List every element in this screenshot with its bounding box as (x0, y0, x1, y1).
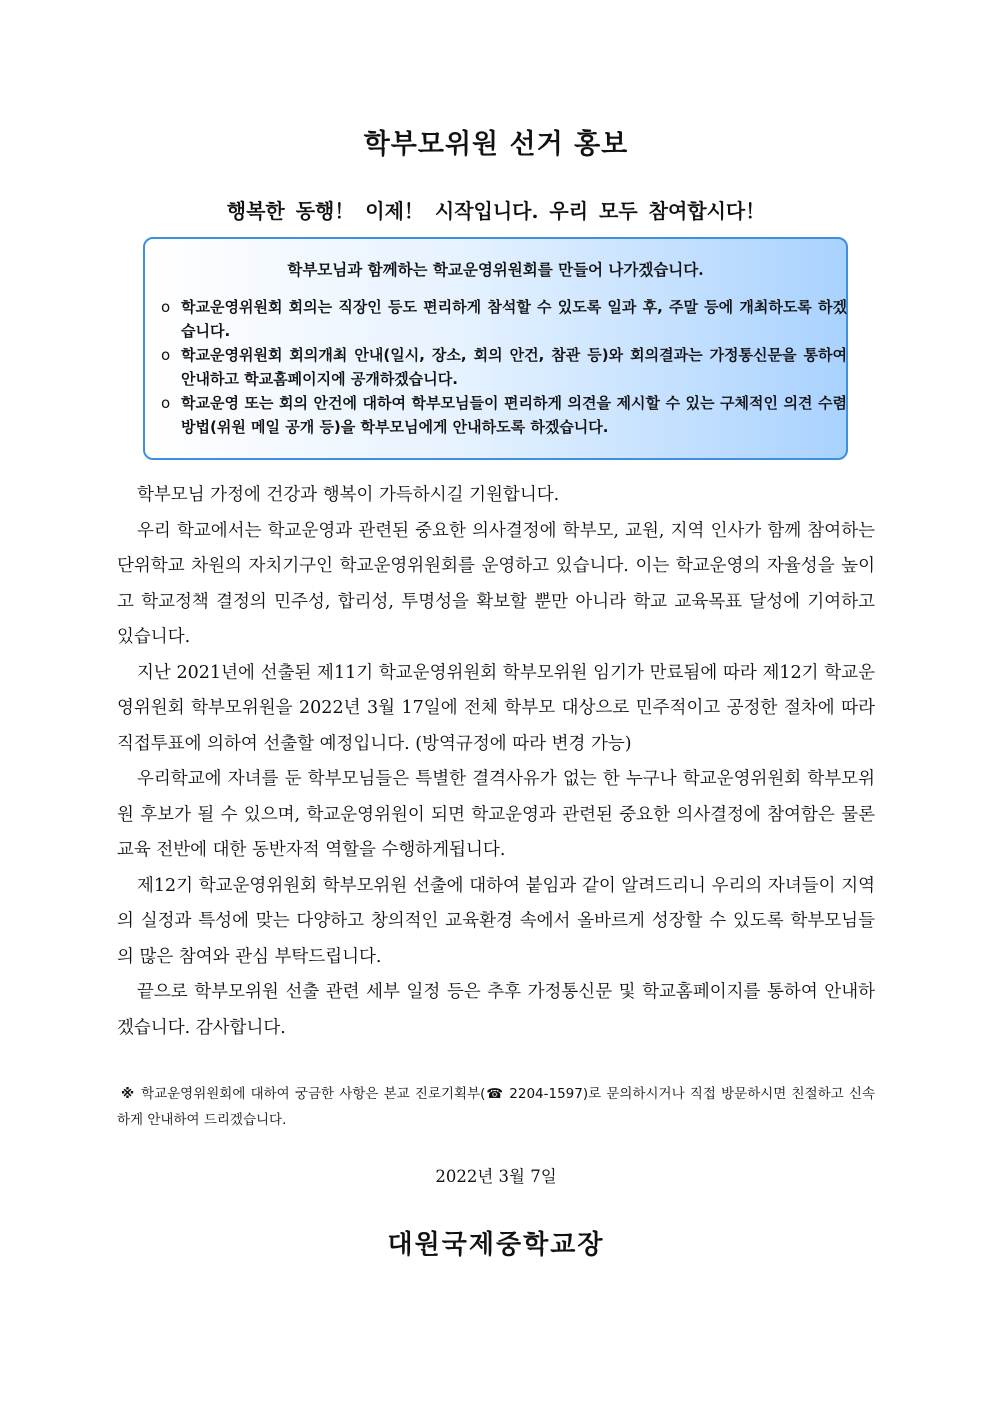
principal-signature: 대원국제중학교장 (387, 1230, 605, 1260)
body-paragraph: 학부모님 가정에 건강과 행복이 가득하시길 기원합니다. (137, 485, 560, 505)
body-paragraph: 제12기 학교운영위원회 학부모위원 선출에 대하여 붙임과 같이 알려드리니 우리의 자녀들이 지역의 실정과 특성에 맞는 다양하고 창의적인 교육환경 속에서 올바르게 성장할 수 있도록 학부모님들의 많은 참여와 관심 부탁드립니다. (117, 875, 875, 967)
pledge-list (161, 295, 847, 439)
pledge-item-text: 학교운영위원회 회의개최 안내(일시, 장소, 회의 안건, 참관 등)와 회의결과는 가정통신문을 통하여 안내하고 학교홈페이지에 공개하겠습니다. (181, 346, 847, 388)
body-paragraph: 지난 2021년에 선출된 제11기 학교운영위원회 학부모위원 임기가 만료됨에 따라 제12기 학교운영위원회 학부모위원을 2022년 3월 17일에 전체 학부모 대상으로 민주적이고 공정한 절차에 따라 직접투표에 의하여 선출할 예정입니다. (방역규정에 따라 변경 가능) (117, 662, 875, 754)
pledge-item (161, 295, 847, 343)
letter-body (117, 478, 875, 1046)
document-date: 2022년 3월 7일 (435, 1167, 557, 1186)
bullet-icon: o (161, 394, 171, 412)
pledge-heading: 학부모님과 함께하는 학교운영위원회를 만들어 나가겠습니다. (287, 260, 704, 279)
pledge-item-text: 학교운영위원회 회의는 직장인 등도 편리하게 참석할 수 있도록 일과 후, 주말 등에 개최하도록 하겠습니다. (181, 298, 847, 340)
pledge-item (161, 343, 847, 391)
bullet-icon: o (161, 346, 171, 364)
bullet-icon: o (161, 298, 171, 316)
slogan: 행복한 동행！ 이제！ 시작입니다. 우리 모두 참여합시다！ (226, 199, 766, 223)
contact-note (117, 1081, 875, 1133)
body-paragraph: 우리 학교에서는 학교운영과 관련된 중요한 의사결정에 학부모, 교원, 지역 인사가 함께 참여하는 단위학교 차원의 자치기구인 학교운영위원회를 운영하고 있습니다. 이는 학교운영의 자율성을 높이고 학교정책 결정의 민주성, 합리성, 투명성을 확보할 뿐만 아니라 학교 교육목표 달성에 기여하고 있습니다. (117, 520, 875, 647)
body-paragraph: 우리학교에 자녀를 둔 학부모님들은 특별한 결격사유가 없는 한 누구나 학교운영위원회 학부모위원 후보가 될 수 있으며, 학교운영위원이 되면 학교운영과 관련된 중요한 의사결정에 참여함은 물론 교육 전반에 대한 동반자적 역할을 수행하게됩니다. (117, 769, 875, 860)
pledge-item (161, 391, 847, 439)
body-paragraph: 끝으로 학부모위원 선출 관련 세부 일정 등은 추후 가정통신문 및 학교홈페이지를 통하여 안내하겠습니다. 감사합니다. (117, 982, 875, 1038)
contact-note-text: 학교운영위원회에 대하여 궁금한 사항은 본교 진로기획부(☎ 2204-1597)로 문의하시거나 직접 방문하시면 친절하고 신속하게 안내하여 드리겠습니다. (117, 1086, 876, 1128)
pledge-box (143, 237, 848, 460)
pledge-item-text: 학교운영 또는 회의 안건에 대하여 학부모님들이 편리하게 의견을 제시할 수 있는 구체적인 의견 수렴 방법(위원 메일 공개 등)을 학부모님에게 안내하도록 하겠습니다. (181, 394, 847, 436)
reference-mark-icon: ※ (121, 1086, 136, 1102)
document-title: 학부모위원 선거 홍보 (363, 129, 629, 160)
